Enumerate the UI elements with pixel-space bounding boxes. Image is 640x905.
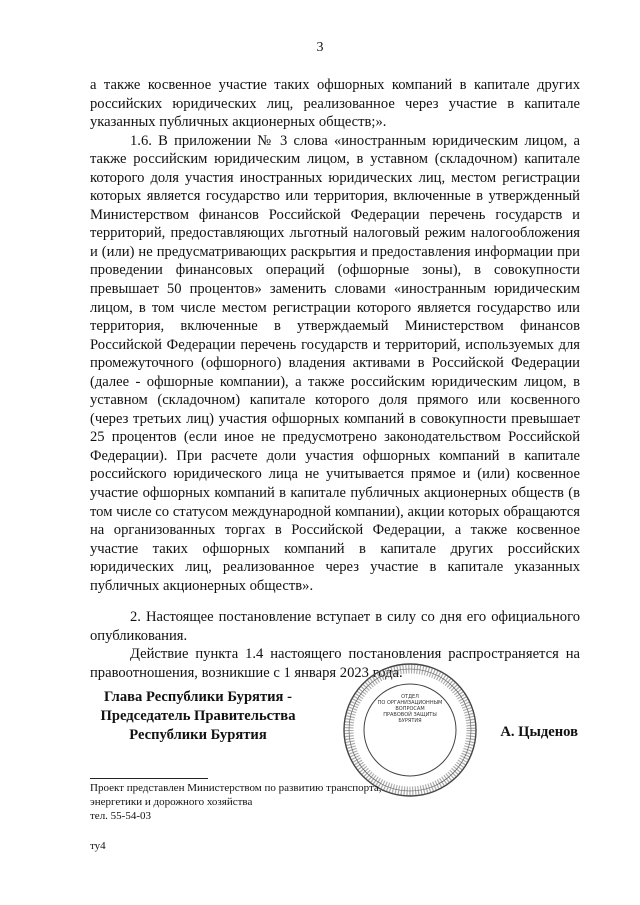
seal-center-text: [373, 694, 447, 724]
footer-divider: [90, 778, 208, 779]
seal-text-line: БУРЯТИЯ: [398, 718, 422, 724]
seal-text-line: ОТДЕЛ: [401, 694, 419, 700]
signatory-name: А. Цыденов: [500, 724, 578, 740]
footer-line: тел. 55-54-03: [90, 810, 152, 822]
signatory-title: [80, 688, 316, 745]
seal-text-line: ПРАВОВОЙ ЗАЩИТЫ: [383, 712, 437, 718]
document-code: ту4: [90, 840, 106, 852]
footer-line: Проект представлен Министерством по развитию транспорта,: [90, 782, 382, 794]
paragraph: 1.6. В приложении № 3 слова «иностранным юридическим лицом, а также российским юридическим лицом, в уставном (складочном) капитале которого доля участия иностранных юридических лиц, местом регистрации которых является государство или территория, включенные в утвержденный Министерством финансов Российской Федерации перечень государств и территорий, предоставляющих льготный налоговый режим налогообложения и (или) не предусматривающих раскрытия и предоставления информации при проведении финансовых операций (офшорные зоны), в совокупности превышает 50 процентов» заменить словами «иностранным юридическим лицом, в том числе местом регистрации которого является государство или территория, включенные в утверждаемый Министерством финансов Российской Федерации перечень государств и территорий, используемых для промежуточного (офшорного) владения активами в Российской Федерации (далее - офшорные компании), а также российским юридическим лицом, в уставном (складочном) капитале которого доля прямого или косвенного (через третьих лиц) участия офшорных компаний в совокупности превышает 25 процентов (если иное не предусмотрено законодательством Российской Федерации). При расчете доли участия офшорных компаний в капитале российского юридического лица не учитывается прямое и (или) косвенное участие офшорных компаний в капитале публичных акционерных обществ (в том числе со статусом международной компании), акции которых обращаются на организованных торгах в Российской Федерации, а также косвенное участие таких офшорных компаний в капитале других российских юридических лиц, реализованное через участие в капитале указанных публичных акционерных обществ».: [90, 132, 580, 594]
paragraph: 2. Настоящее постановление вступает в силу со дня его официального опубликования.: [90, 609, 580, 644]
seal-text-line: ВОПРОСАМ: [395, 706, 425, 712]
seal-text-line: ПО ОРГАНИЗАЦИОННЫМ: [377, 700, 443, 706]
footer-line: энергетики и дорожного хозяйства: [90, 796, 253, 808]
page-number: 3: [316, 40, 324, 55]
official-seal: [340, 660, 480, 800]
signatory-title-line: Глава Республики Бурятия -: [104, 689, 292, 705]
signatory-title-line: Председатель Правительства: [100, 708, 296, 724]
paragraph: Действие пункта 1.4 настоящего постановления распространяется на правоотношения, возникшие с 1 января 2023 года.: [90, 646, 580, 681]
signatory-title-line: Республики Бурятия: [129, 727, 267, 743]
paragraph: а также косвенное участие таких офшорных компаний в капитале других российских юридических лиц, реализованное через участие в капитале указанных публичных акционерных обществ;».: [90, 77, 580, 131]
footer-note: [90, 781, 382, 823]
document-body: [90, 76, 580, 683]
